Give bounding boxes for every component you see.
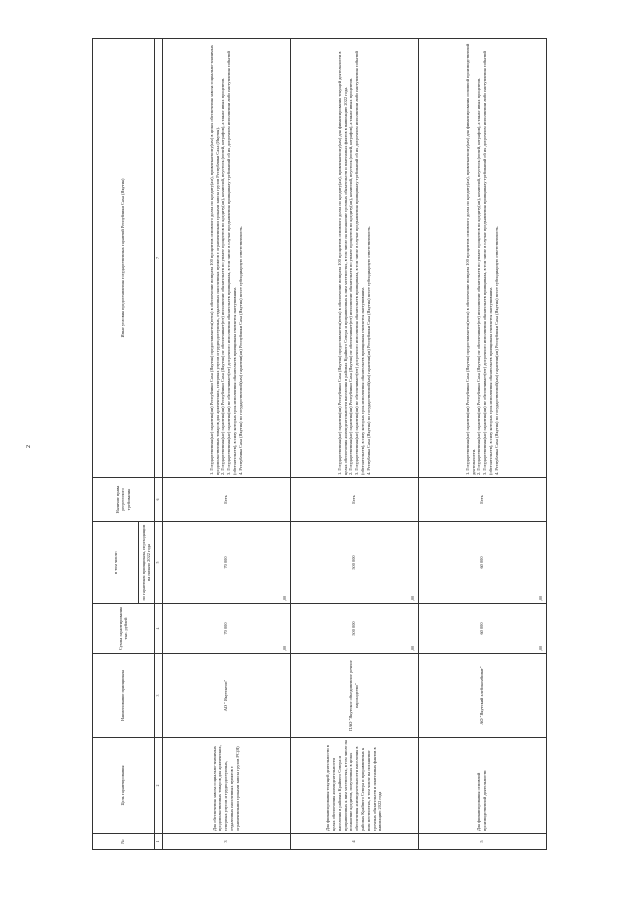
row-principal: АО "Якутский хлебокомбинат" [418, 654, 546, 738]
row-principal: ПАО "Якутское объединенное речное пароходство" [290, 654, 418, 738]
header-num: № [93, 834, 155, 850]
row-incl-cents: ,00 [282, 596, 288, 601]
term-item: 2. Государственная(ые) гарантия(ии) Республики Саха (Якутия) не обеспечивает(ют) исполнение обязательств по уплате процентов по кредиту(ам), комиссий, неустоек (пеней, штрафов), а также иных процентов. [348, 77, 354, 475]
row-num: 5 [418, 834, 546, 850]
header-incl: в том числе: [93, 522, 139, 604]
row-terms [162, 39, 290, 478]
rotated-table-page [92, 38, 544, 850]
guarantees-table [92, 38, 547, 850]
row-terms [418, 39, 546, 478]
row-incl [418, 522, 546, 604]
row-sum [290, 604, 418, 654]
row-sum-cents: ,00 [410, 646, 416, 651]
table-row [290, 39, 418, 850]
column-numbers-row [154, 39, 162, 850]
term-item: 1. Государственная(ые) гарантия(ии) Республики Саха (Якутия) предоставляется(ются) в обеспечение возврата 100 процентов основного долга по кредиту(ам), привлекаемому(ым) в целях обеспечения завоза социально-значимых продовольственных товаров для арктических, северных улусов и труднодоступных, отдаленных населенных пунктов с ограниченными сроками завоза грузов Республики Саха (Якутия). [208, 45, 220, 475]
term-item: 2. Государственная(ые) гарантия(ии) Республики Саха (Якутия) не обеспечивает(ют) исполнение обязательств по уплате процентов по кредиту(ам), комиссий, неустоек (пеней, штрафов), а также иных процентов. [476, 77, 482, 475]
col-number: 4 [154, 604, 162, 654]
row-purpose: Для финансирования основной производственной деятельности [418, 738, 546, 834]
header-sum: Сумма гарантирования тыс. рублей [93, 604, 155, 654]
row-regress: Есть [418, 478, 546, 522]
term-item: 4. Республика Саха (Якутия) по государственной(ым) гарантии(ям) Республики Саха (Якутия) несет субсидиарную ответственность. [365, 225, 371, 475]
row-sum [418, 604, 546, 654]
row-sum-value: 60 000 [479, 622, 485, 635]
header-principal: Наименование принципала [93, 654, 155, 738]
col-number: 1 [154, 834, 162, 850]
row-incl [162, 522, 290, 604]
row-incl-cents: ,00 [538, 596, 544, 601]
term-item: 4. Республика Саха (Якутия) по государственной(ым) гарантии(ям) Республики Саха (Якутия) несет субсидиарную ответственность. [493, 225, 499, 475]
term-item: 3. Государственная(ые) гарантия(ии) не обеспечивает(ют) досрочного исполнения обязательств принципала, в том числе в случае предъявления принципалу требований об их досрочном исполнении либо наступления событий (обстоятельств), в силу которых срок исполнения обязательств принципала считается наступившим. [226, 51, 237, 475]
header-terms: Иные условия предоставления государственных гарантий Республики Саха (Якутия) [93, 39, 155, 478]
row-sum-cents: ,00 [538, 646, 544, 651]
page-number: 2 [26, 445, 32, 448]
row-incl [290, 522, 418, 604]
header-regress: Наличие права регрессного требования [93, 478, 155, 522]
col-number: 7 [154, 39, 162, 478]
term-item: 1. Государственная(ые) гарантия(ии) Республики Саха (Якутия) предоставляется(ются) в обеспечение возврата 100 процентов основного долга по кредиту(ам), привлекаемому(ым) для финансирования основной производственной деятельности. [464, 43, 476, 475]
table-row [162, 39, 290, 850]
header-purpose: Цель гарантирования [93, 738, 155, 834]
col-number: 5 [154, 522, 162, 604]
row-incl-value: 60 000 [479, 556, 485, 569]
row-sum-value: 70 000 [223, 622, 229, 635]
row-incl-value: 70 000 [223, 556, 229, 569]
row-sum-cents: ,00 [282, 646, 288, 651]
table-row [418, 39, 546, 850]
col-number: 6 [154, 478, 162, 522]
row-sum-value: 500 000 [351, 621, 357, 636]
term-item: 1. Государственная(ые) гарантия(ии) Республики Саха (Якутия) предоставляется(ются) в обеспечение возврата 100 процентов основного долга по кредиту(ам), привлекаемому(ым) для финансирования текущей деятельности в целях обеспечения жизнедеятельности населения в районах Крайнего Севера и приравненных к ним местностях, в том числе на погашение срочных обязательств и платежных фактов в навигацию 2022 года. [336, 51, 348, 475]
row-principal: АО " Якутсктоп" [162, 654, 290, 738]
row-num: 4 [290, 834, 418, 850]
header-incl-sub: по гарантиям принципала, переходящим на начало 2022 года [139, 522, 155, 604]
row-purpose: Для финансирования текущей деятельности в целях обеспечения жизнедеятельности населения в районах Крайнего Севера и приравненных к ним местностях, в том числе на погашение кредитов, полученных в целях обеспечения жизнедеятельности населения в районах Крайнего Севера и приравненных к ним местностях, в том числе на погашение срочных обязательств и платежных фактов в навигацию 2022 года [290, 738, 418, 834]
term-item: 3. Государственная(ые) гарантия(ии) не обеспечивает(ют) досрочного исполнения обязательств принципала, в том числе в случае предъявления принципалу требований об их досрочном исполнении либо наступления событий (обстоятельств), в силу которых срок исполнения обязательств принципала считается наступившим. [354, 51, 365, 475]
col-number: 3 [154, 654, 162, 738]
row-num: 3 [162, 834, 290, 850]
row-incl-value: 500 000 [351, 555, 357, 570]
row-sum [162, 604, 290, 654]
row-purpose: Для обеспечения завоза социально-значимых продовольственных товаров для арктических, северных улусов и труднодоступных, отдаленных населенных пунктов с ограниченными сроками завоза грузов РС(Я) [162, 738, 290, 834]
row-terms [290, 39, 418, 478]
row-regress: Есть [290, 478, 418, 522]
term-item: 4. Республика Саха (Якутия) по государственной(ым) гарантии(ям) Республики Саха (Якутия) несет субсидиарную ответственность. [237, 225, 243, 475]
term-item: 2. Государственная(ые) гарантия(ии) Республики Саха (Якутия) не обеспечивает(ют) исполнение обязательств по уплате процентов по кредиту(ам), комиссий, неустоек (пеней, штрафов), а также иных процентов. [220, 77, 226, 475]
row-regress: Есть [162, 478, 290, 522]
row-incl-cents: ,00 [410, 596, 416, 601]
col-number: 2 [154, 738, 162, 834]
term-item: 3. Государственная(ые) гарантия(ии) не обеспечивает(ют) досрочного исполнения обязательств принципала, в том числе в случае предъявления принципалу требований об их досрочном исполнении либо наступления событий (обстоятельств), в силу которых срок исполнения обязательств принципала считается наступившим. [482, 51, 493, 475]
